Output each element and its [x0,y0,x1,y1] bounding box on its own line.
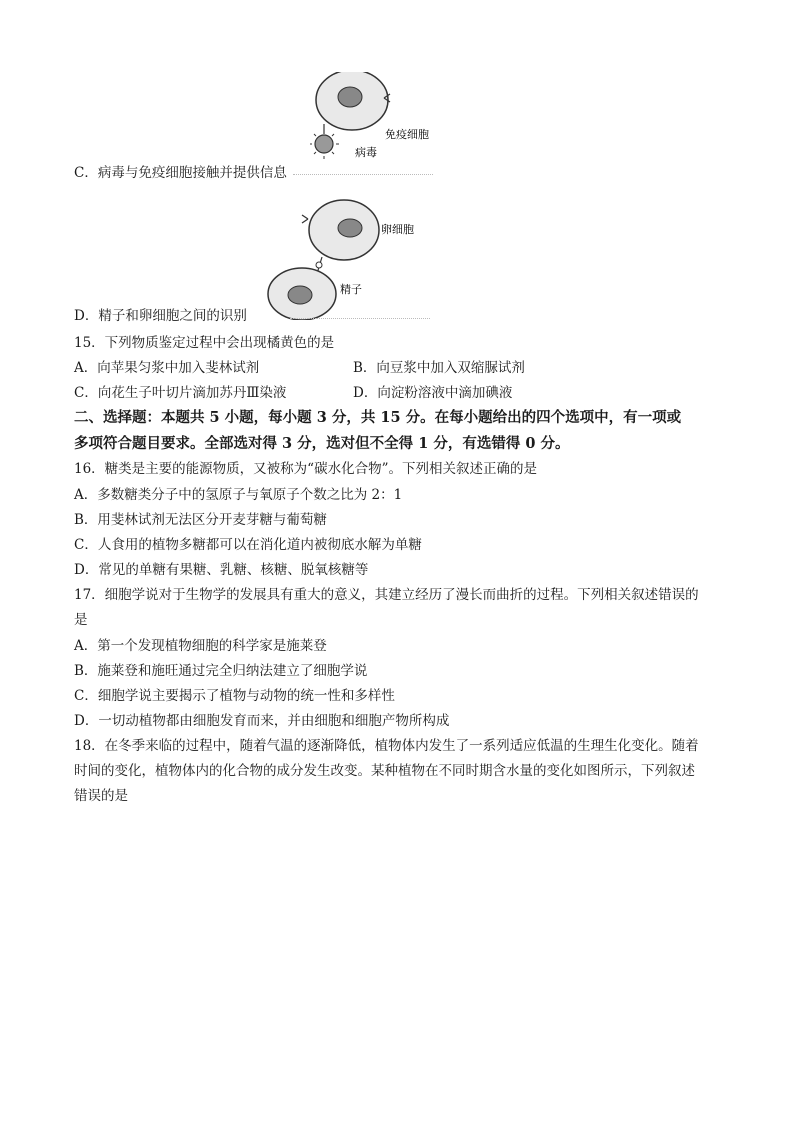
q17-option-c: C．细胞学说主要揭示了植物与动物的统一性和多样性 [74,688,395,704]
label-egg-cell: 卵细胞 [381,223,414,236]
q16-stem: 16．糖类是主要的能源物质，又被称为“碳水化合物”。下列相关叙述正确的是 [74,461,537,477]
section2-heading-line2: 多项符合题目要求。全部选对得 3 分，选对但不全得 1 分，有选错得 0 分。 [74,435,570,452]
q17-option-a: A．第一个发现植物细胞的科学家是施莱登 [74,638,327,654]
q17-option-b: B．施莱登和施旺通过完全归纳法建立了细胞学说 [74,663,368,679]
q17-stem-line2: 是 [74,612,88,628]
figure-sperm-egg [264,195,414,320]
q16-option-c: C．人食用的植物多糖都可以在消化道内被彻底水解为单糖 [74,537,422,553]
q15-option-d: D．向淀粉溶液中滴加碘液 [353,385,513,401]
dotted-rule-d [290,318,430,319]
q18-stem-line1: 18．在冬季来临的过程中，随着气温的逐渐降低，植物体内发生了一系列适应低温的生理生化变化。随着 [74,738,699,754]
q16-option-d: D．常见的单糖有果糖、乳糖、核糖、脱氧核糖等 [74,562,369,578]
q16-option-a: A．多数糖类分子中的氢原子与氧原子个数之比为 2：1 [74,487,403,503]
q15-stem: 15．下列物质鉴定过程中会出现橘黄色的是 [74,335,335,351]
section2-heading-line1: 二、选择题：本题共 5 小题，每小题 3 分，共 15 分。在每小题给出的四个选项中，有一项或 [74,409,682,426]
egg-receptor-icon [302,215,308,223]
sperm-cell-nucleus [288,286,312,304]
figure-immune-cell-virus [310,72,450,172]
egg-cell-nucleus [338,219,362,237]
q15-option-c: C．向花生子叶切片滴加苏丹Ⅲ染液 [74,385,287,401]
label-sperm: 精子 [340,283,362,296]
virus-icon [315,135,333,153]
q18-stem-line2: 时间的变化，植物体内的化合物的成分发生改变。某种植物在不同时期含水量的变化如图所示，下列叙述 [74,763,695,779]
label-immune-cell: 免疫细胞 [385,128,429,141]
binding-site-icon [316,262,322,268]
q17-stem-line1: 17．细胞学说对于生物学的发展具有重大的意义，其建立经历了漫长而曲折的过程。下列相关叙述错误的 [74,587,699,603]
q15-option-a: A．向苹果匀浆中加入斐林试剂 [74,360,260,376]
q16-option-b: B．用斐林试剂无法区分开麦芽糖与葡萄糖 [74,512,327,528]
q15-option-b: B．向豆浆中加入双缩脲试剂 [353,360,525,376]
q18-stem-line3: 错误的是 [74,788,128,804]
q14-option-c: C．病毒与免疫细胞接触并提供信息 [74,165,287,181]
label-virus: 病毒 [355,146,377,159]
dotted-rule-c [293,174,433,175]
immune-cell-nucleus [338,87,362,107]
q14-option-d: D．精子和卵细胞之间的识别 [74,308,247,324]
q17-option-d: D．一切动植物都由细胞发育而来，并由细胞和细胞产物所构成 [74,713,450,729]
